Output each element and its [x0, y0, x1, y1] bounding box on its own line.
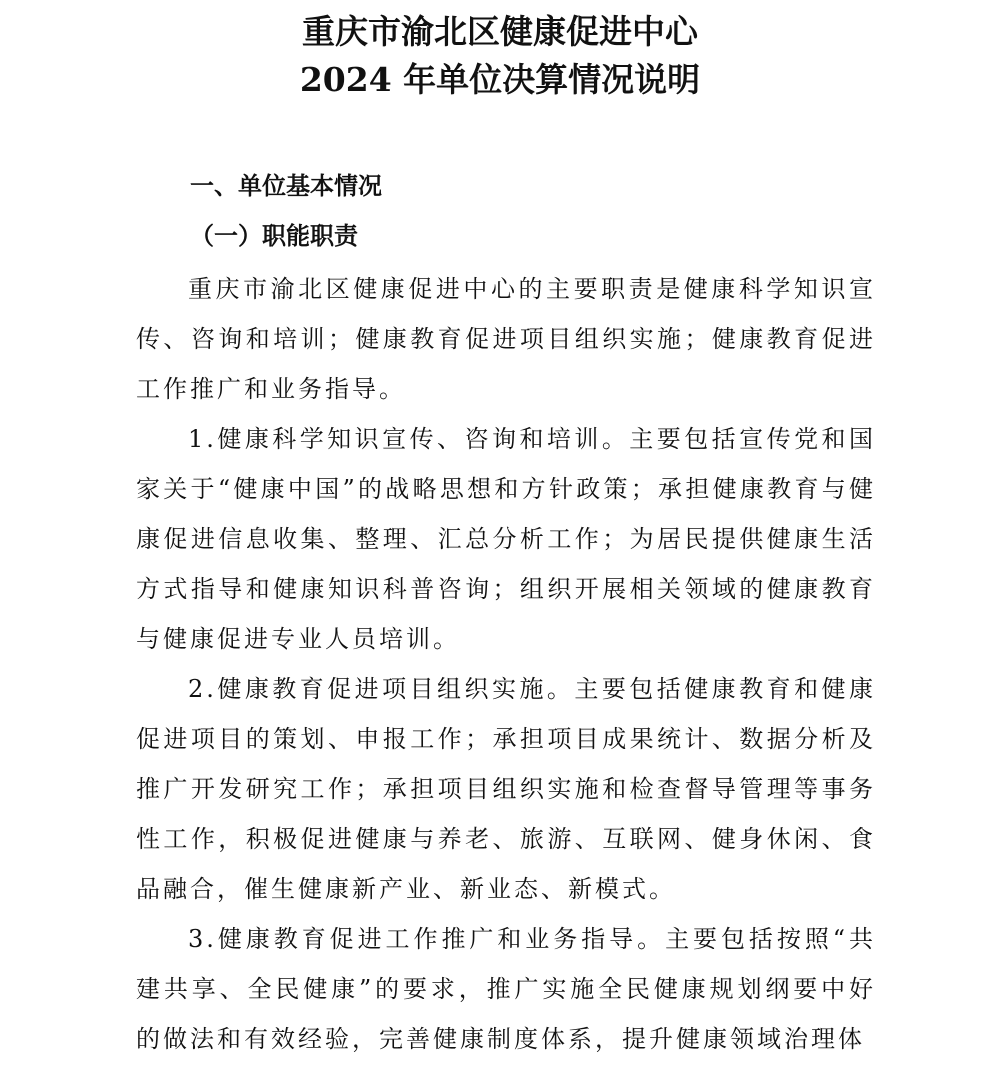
document-title-line-1: 重庆市渝北区健康促进中心 [302, 12, 698, 51]
paragraph-overview: 重庆市渝北区健康促进中心的主要职责是健康科学知识宣传、咨询和培训；健康教育促进项目组织实施；健康教育促进工作推广和业务指导。 [136, 275, 876, 403]
document-title-line-2: 2024 年单位决算情况说明 [299, 60, 701, 99]
paragraph-duty-3: 3.健康教育促进工作推广和业务指导。主要包括按照“共建共享、全民健康”的要求，推广实施全民健康规划纲要中好的做法和有效经验，完善健康制度体系，提升健康领域治理体 [136, 925, 876, 1053]
paragraph-duty-1: 1.健康科学知识宣传、咨询和培训。主要包括宣传党和国家关于“健康中国”的战略思想和方针政策；承担健康教育与健康促进信息收集、整理、汇总分析工作；为居民提供健康生活方式指导和健康知识科普咨询；组织开展相关领域的健康教育与健康促进专业人员培训。 [136, 425, 876, 653]
paragraph-duty-2: 2.健康教育促进项目组织实施。主要包括健康教育和健康促进项目的策划、申报工作；承担项目成果统计、数据分析及推广开发研究工作；承担项目组织实施和检查督导管理等事务性工作，积极促进健康与养老、旅游、互联网、健身休闲、食品融合，催生健康新产业、新业态、新模式。 [136, 675, 876, 903]
section-heading: 一、单位基本情况 [190, 172, 382, 200]
subsection-heading: （一）职能职责 [190, 221, 358, 250]
